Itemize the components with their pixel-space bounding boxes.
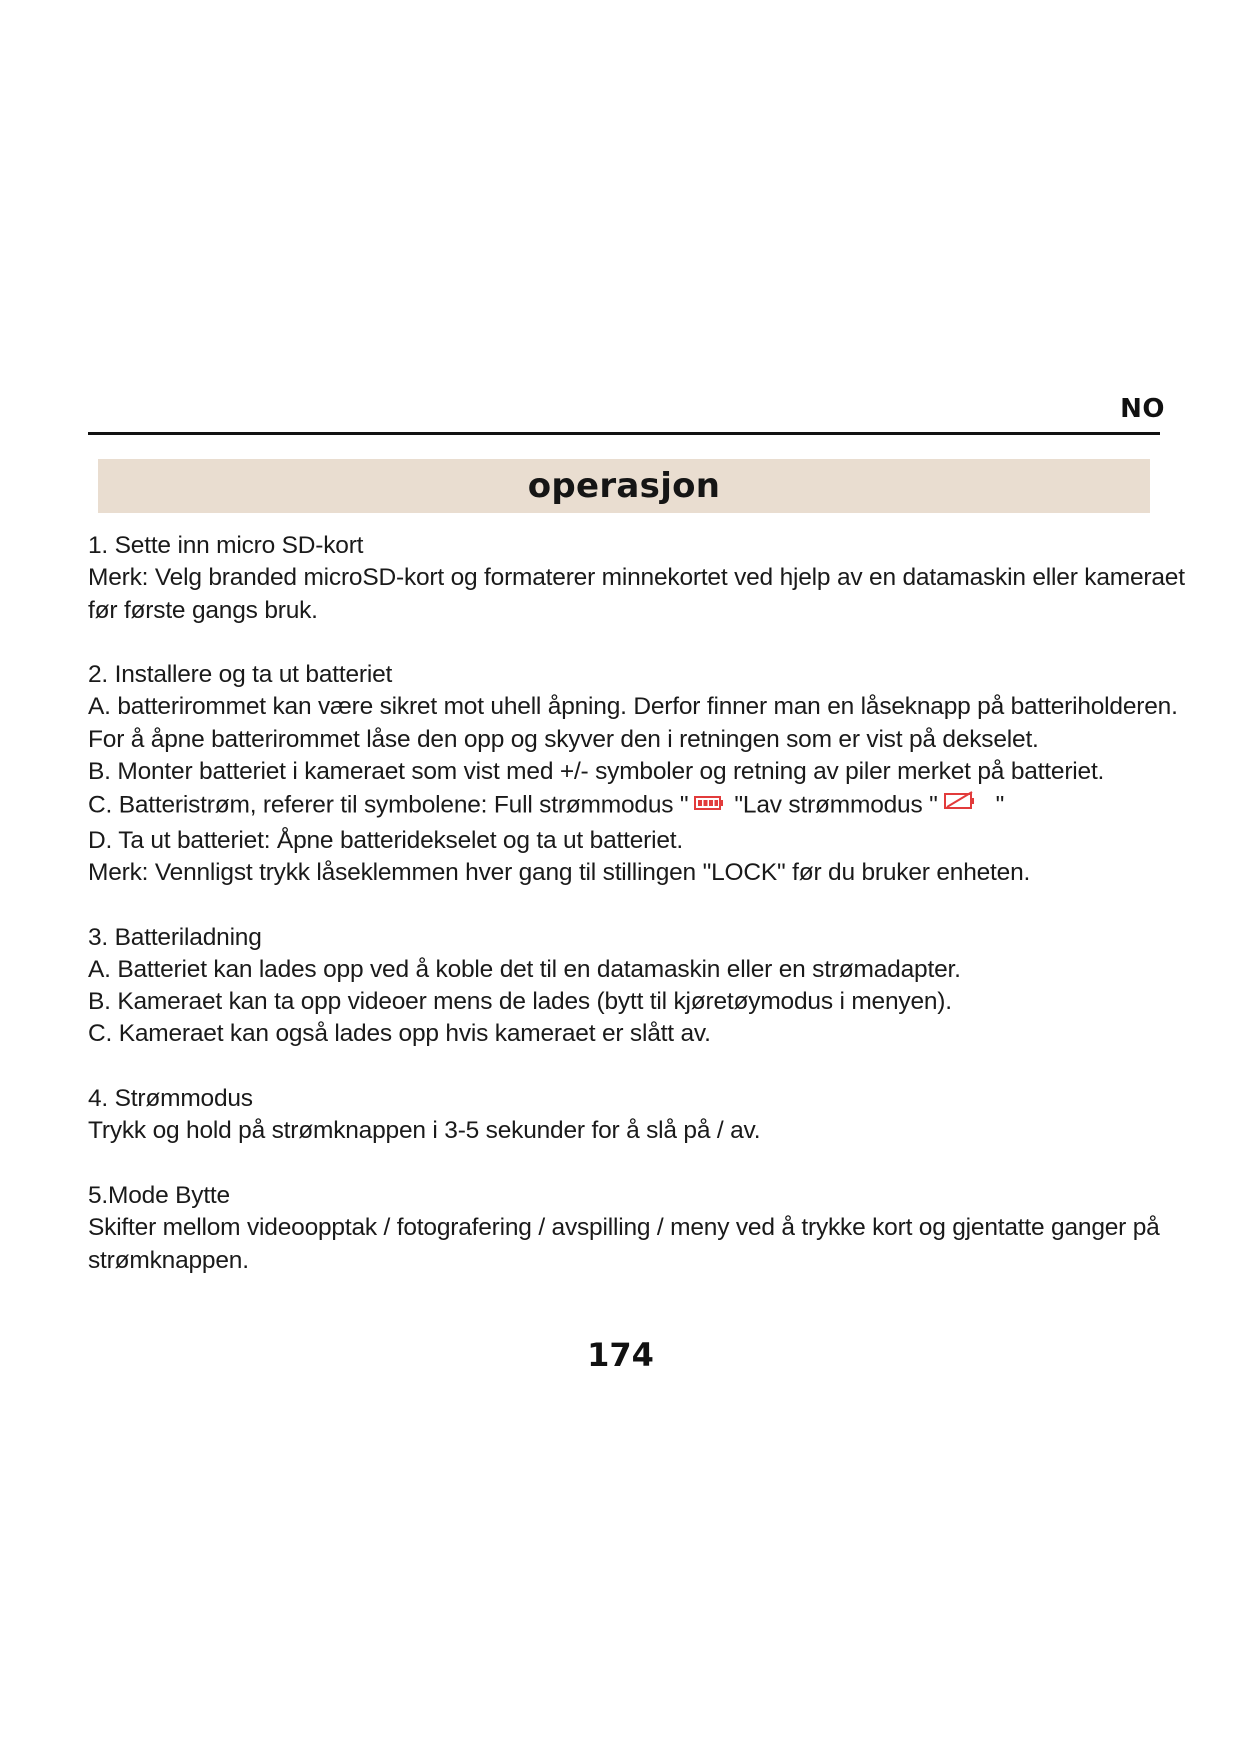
section-1-line: før første gangs bruk. (88, 596, 318, 624)
section-2-line: B. Monter batteriet i kameraet som vist med +/- symboler og retning av piler merket på batteriet. (88, 758, 1105, 786)
page-number: 174 (587, 1336, 654, 1374)
battery-line-text: "Lav strømmodus " (734, 792, 938, 819)
page-title: operasjon (527, 466, 721, 506)
section-5-line: Skifter mellom videoopptak / fotografering / avspilling / meny ved å trykke kort og gjentatte ganger på (88, 1214, 1160, 1242)
section-2-line: For å åpne batterirommet låse den opp og skyver den i retningen som er vist på dekselet. (88, 725, 1039, 753)
section-1-line: Merk: Velg branded microSD-kort og formaterer minnekortet ved hjelp av en datamaskin eller kameraet (88, 564, 1185, 592)
page-content (88, 530, 1185, 1277)
section-gap (88, 889, 1168, 921)
section-3-line: A. Batteriet kan lades opp ved å koble det til en datamaskin eller en strømadapter. (88, 955, 961, 983)
language-code: NO (1120, 394, 1165, 424)
battery-line-text: C. Batteristrøm, referer til symbolene: Full strømmodus " (88, 792, 689, 819)
section-2-heading: 2. Installere og ta ut batteriet (88, 661, 393, 689)
section-5-line: strømknappen. (88, 1246, 249, 1274)
section-3-line: B. Kameraet kan ta opp videoer mens de lades (bytt til kjøretøymodus i menyen). (88, 988, 952, 1016)
title-band (98, 459, 1150, 513)
section-1-heading: 1. Sette inn micro SD-kort (88, 532, 364, 559)
section-gap (88, 627, 1168, 659)
section-2-line: D. Ta ut batteriet: Åpne batteridekselet og ta ut batteriet. (88, 826, 683, 854)
section-4-heading: 4. Strømmodus (88, 1085, 253, 1113)
section-3-line: C. Kameraet kan også lades opp hvis kameraet er slått av. (88, 1020, 711, 1048)
section-gap (88, 1148, 1168, 1180)
battery-full-icon (694, 788, 724, 820)
section-2-battery-line (88, 788, 1168, 824)
battery-low-icon (944, 788, 976, 820)
section-2-note: Merk: Vennligst trykk låseklemmen hver gang til stillingen "LOCK" før du bruker enheten. (88, 858, 1031, 886)
section-2-line: A. batterirommet kan være sikret mot uhell åpning. Derfor finner man en låseknapp på batteriholderen. (88, 693, 1178, 721)
section-4-line: Trykk og hold på strømknappen i 3-5 sekunder for å slå på / av. (88, 1117, 761, 1145)
battery-line-text: " (995, 792, 1005, 819)
section-3-heading: 3. Batteriladning (88, 923, 262, 951)
section-5-heading: 5.Mode Bytte (88, 1181, 230, 1209)
header-rule (88, 432, 1160, 435)
section-gap (88, 1051, 1168, 1083)
